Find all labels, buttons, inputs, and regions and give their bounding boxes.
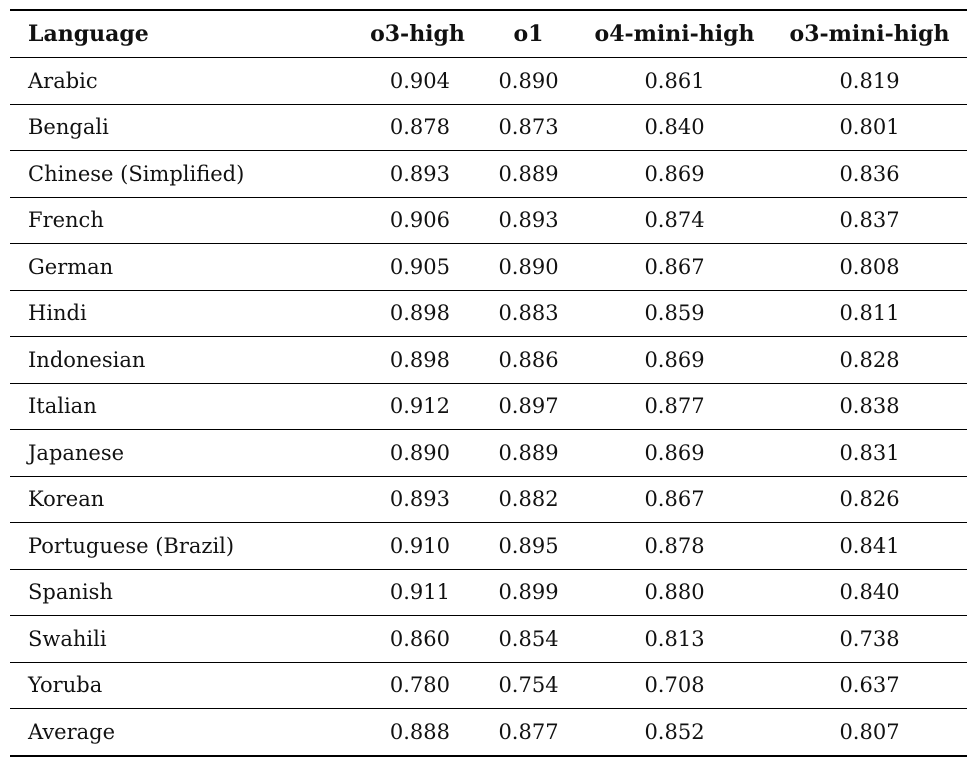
o3-mini-high-cell: 0.826 <box>839 487 900 512</box>
language-cell: Spanish <box>28 580 113 605</box>
o3-mini-high-cell: 0.831 <box>839 440 900 465</box>
table-header-row <box>10 10 967 58</box>
table-row <box>10 337 967 384</box>
language-cell: Bengali <box>28 115 109 140</box>
o3-high-cell: 0.780 <box>389 673 450 698</box>
results-table-container <box>10 9 967 757</box>
header-o3-high: o3-high <box>370 21 465 47</box>
language-cell: Korean <box>28 487 105 512</box>
o1-cell: 0.877 <box>498 719 559 744</box>
table-row <box>10 197 967 244</box>
o4-mini-high-cell: 0.877 <box>644 394 705 419</box>
language-cell: Arabic <box>28 68 98 93</box>
header-o4-mini-high: o4-mini-high <box>594 21 755 47</box>
o3-high-cell: 0.912 <box>389 394 450 419</box>
o3-mini-high-cell: 0.841 <box>839 533 900 558</box>
o4-mini-high-cell: 0.813 <box>644 626 705 651</box>
o3-high-cell: 0.898 <box>389 301 450 326</box>
o3-high-cell: 0.904 <box>389 68 450 93</box>
o4-mini-high-cell: 0.869 <box>644 440 705 465</box>
o1-cell: 0.883 <box>498 301 559 326</box>
table-row <box>10 104 967 151</box>
language-cell: Hindi <box>28 301 87 326</box>
header-o1: o1 <box>513 21 544 47</box>
o3-high-cell: 0.893 <box>389 161 450 186</box>
o3-mini-high-cell: 0.828 <box>839 347 900 372</box>
o4-mini-high-cell: 0.869 <box>644 347 705 372</box>
table-body <box>10 58 967 756</box>
o3-mini-high-cell: 0.811 <box>839 301 900 326</box>
o3-mini-high-cell: 0.819 <box>839 68 900 93</box>
language-cell: Average <box>28 719 116 744</box>
header-language: Language <box>28 21 149 47</box>
o4-mini-high-cell: 0.867 <box>644 487 705 512</box>
o3-high-cell: 0.860 <box>389 626 450 651</box>
o4-mini-high-cell: 0.874 <box>644 208 705 233</box>
o3-mini-high-cell: 0.637 <box>839 673 900 698</box>
table-row <box>10 476 967 523</box>
table-row <box>10 58 967 105</box>
o4-mini-high-cell: 0.859 <box>644 301 705 326</box>
o3-mini-high-cell: 0.807 <box>839 719 900 744</box>
language-cell: Chinese (Simplified) <box>28 161 245 186</box>
header-o3-mini-high: o3-mini-high <box>789 21 950 47</box>
table-row <box>10 430 967 477</box>
o1-cell: 0.754 <box>498 673 559 698</box>
o3-high-cell: 0.890 <box>389 440 450 465</box>
language-cell: Portuguese (Brazil) <box>28 533 235 558</box>
table-row <box>10 244 967 291</box>
o1-cell: 0.897 <box>498 394 559 419</box>
language-cell: Swahili <box>28 626 107 651</box>
o3-mini-high-cell: 0.738 <box>839 626 900 651</box>
language-scores-table <box>10 9 967 757</box>
o3-mini-high-cell: 0.836 <box>839 161 900 186</box>
o3-high-cell: 0.910 <box>389 533 450 558</box>
o1-cell: 0.873 <box>498 115 559 140</box>
o1-cell: 0.899 <box>498 580 559 605</box>
o1-cell: 0.889 <box>498 161 559 186</box>
language-cell: French <box>28 208 104 233</box>
o1-cell: 0.890 <box>498 254 559 279</box>
o3-mini-high-cell: 0.838 <box>839 394 900 419</box>
o4-mini-high-cell: 0.880 <box>644 580 705 605</box>
o3-mini-high-cell: 0.808 <box>839 254 900 279</box>
o3-high-cell: 0.911 <box>389 580 450 605</box>
o3-mini-high-cell: 0.837 <box>839 208 900 233</box>
o1-cell: 0.890 <box>498 68 559 93</box>
o3-high-cell: 0.898 <box>389 347 450 372</box>
o4-mini-high-cell: 0.861 <box>644 68 705 93</box>
table-row <box>10 569 967 616</box>
o3-high-cell: 0.906 <box>389 208 450 233</box>
o1-cell: 0.889 <box>498 440 559 465</box>
o1-cell: 0.895 <box>498 533 559 558</box>
language-cell: Italian <box>28 394 97 419</box>
table-row <box>10 662 967 709</box>
o4-mini-high-cell: 0.840 <box>644 115 705 140</box>
o3-high-cell: 0.893 <box>389 487 450 512</box>
o3-high-cell: 0.905 <box>389 254 450 279</box>
o4-mini-high-cell: 0.869 <box>644 161 705 186</box>
language-cell: Japanese <box>28 440 125 465</box>
o4-mini-high-cell: 0.878 <box>644 533 705 558</box>
table-row <box>10 151 967 198</box>
language-cell: German <box>28 254 114 279</box>
o3-mini-high-cell: 0.801 <box>839 115 900 140</box>
o4-mini-high-cell: 0.708 <box>644 673 705 698</box>
language-cell: Indonesian <box>28 347 146 372</box>
o3-high-cell: 0.878 <box>389 115 450 140</box>
o4-mini-high-cell: 0.867 <box>644 254 705 279</box>
table-row <box>10 523 967 570</box>
table-row <box>10 616 967 663</box>
o1-cell: 0.893 <box>498 208 559 233</box>
language-cell: Yoruba <box>28 673 103 698</box>
o1-cell: 0.886 <box>498 347 559 372</box>
o1-cell: 0.854 <box>498 626 559 651</box>
table-row <box>10 709 967 756</box>
o3-mini-high-cell: 0.840 <box>839 580 900 605</box>
table-row <box>10 290 967 337</box>
o1-cell: 0.882 <box>498 487 559 512</box>
table-row <box>10 383 967 430</box>
o4-mini-high-cell: 0.852 <box>644 719 705 744</box>
o3-high-cell: 0.888 <box>389 719 450 744</box>
